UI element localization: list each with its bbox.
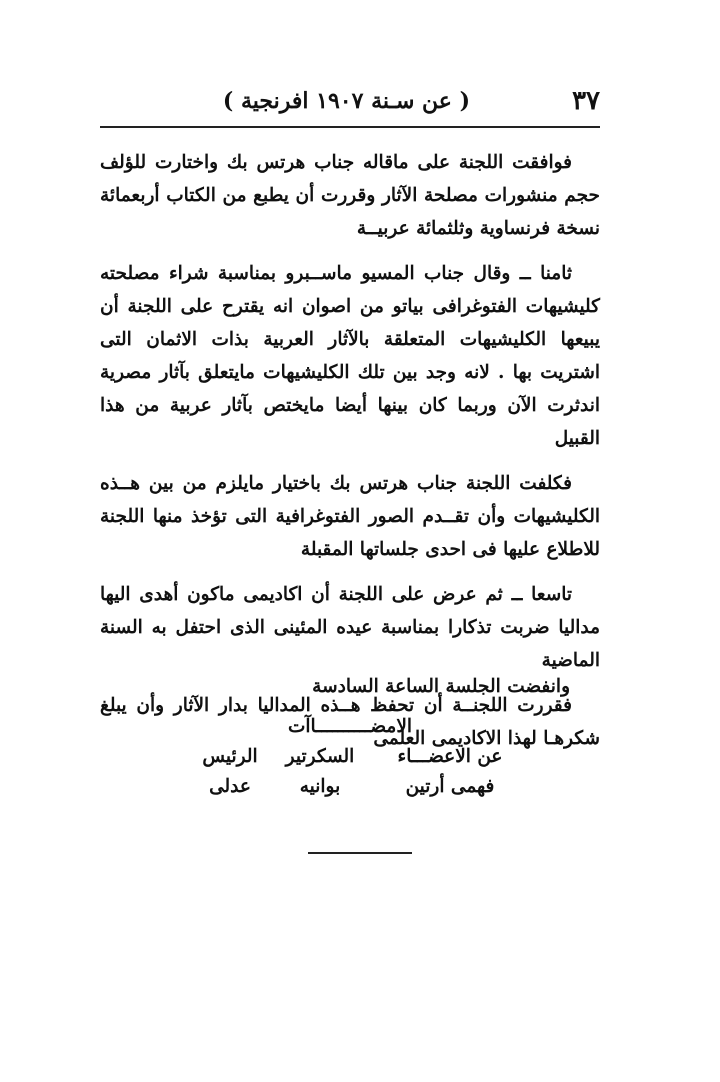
running-head: ( عن سـنة ١٩٠٧ افرنجية ) <box>222 88 470 114</box>
page-header <box>100 86 600 126</box>
paragraph: فوافقت اللجنة على ماقاله جناب هرتس بك واختارت للؤلف حجم منشورات مصلحة الآثار وقررت أن يطبع من الكتاب أربعمائة نسخة فرنساوية وثلثمائة عربيــة <box>100 152 600 239</box>
closing-line: وانفضت الجلسة الساعة السادسة <box>312 676 570 697</box>
signature-president <box>185 742 275 802</box>
secretary-name: بوانيه <box>299 776 341 797</box>
signature-secretary <box>270 742 370 802</box>
signature-members <box>390 742 510 802</box>
page-number: ٣٧ <box>572 86 600 116</box>
paragraph: ثامنا ــ وقال جناب المسيو ماســبرو بمناسبة شراء مصلحته كليشيهات الفتوغرافى بياتو من اصوان انه يقترح على اللجنة أن يبيعها الكليشيهات المتعلقة بالآثار العربية بذات الاثمان التى اشتريت بها . لانه وجد بين تلك الكليشيهات مايتعلق بآثار مصرية اندثرت الآن وربما كان بينها أيضا مايختص بآثار عربية من هذا القبيل <box>100 263 600 449</box>
bottom-rule <box>308 852 412 854</box>
paragraph: فقررت اللجنــة أن تحفظ هــذه المداليا بدار الآثار وأن يبلغ شكرهـا لهذا الاكاديمى العلمى <box>100 695 600 749</box>
signatures-heading: الامضــــــــــاآت <box>287 716 413 737</box>
members-role: عن الاعضـــاء <box>397 746 503 767</box>
body-text <box>100 146 600 767</box>
header-rule <box>100 126 600 128</box>
paragraph: فكلفت اللجنة جناب هرتس بك باختيار مايلزم من بين هــذه الكليشيهات وأن تقــدم الصور الفتوغرافية التى تؤخذ منها اللجنة للاطلاع عليها فى احدى جلساتها المقبلة <box>100 473 600 560</box>
secretary-role: السكرتير <box>285 746 355 767</box>
president-name: عدلى <box>209 776 251 797</box>
paragraph: تاسعا ــ ثم عرض على اللجنة أن اكاديمى ماكون أهدى اليها مداليا ضربت تذكارا بمناسبة عيده المئينى الذى احتفل به السنة الماضية <box>100 584 600 671</box>
president-role: الرئيس <box>202 746 258 767</box>
members-names: فهمى أرتين <box>405 776 495 797</box>
